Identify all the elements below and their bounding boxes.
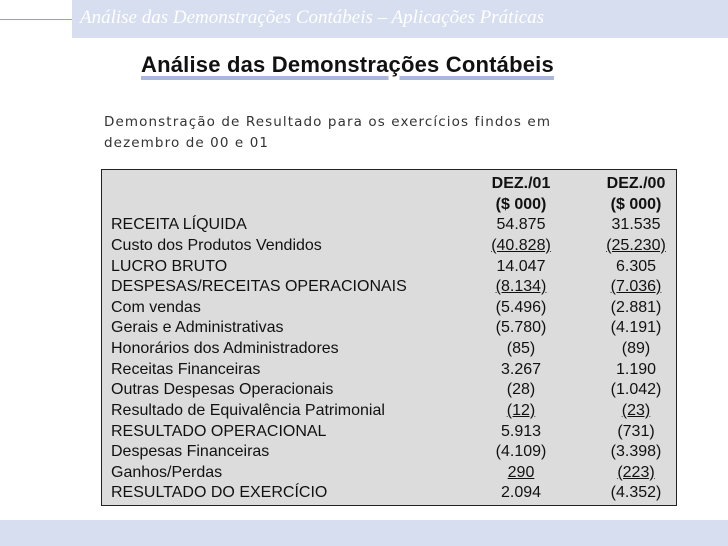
table-row <box>102 422 678 442</box>
row-value-dez01: (5.496) <box>495 299 547 316</box>
header-rule <box>0 19 72 20</box>
row-value-dez00: (731) <box>617 423 655 440</box>
table-row <box>102 236 678 256</box>
row-value-dez01: (28) <box>506 381 536 398</box>
row-value-dez01: 290 <box>507 464 535 481</box>
table-row <box>102 401 678 421</box>
row-label: RESULTADO OPERACIONAL <box>111 423 327 440</box>
row-value-dez01: 3.267 <box>500 361 542 378</box>
table-row <box>102 483 678 503</box>
row-value-dez00: (89) <box>621 340 651 357</box>
table-row <box>102 380 678 400</box>
row-value-dez01: (12) <box>506 402 536 419</box>
row-label: Custo dos Produtos Vendidos <box>111 237 322 254</box>
row-label: DESPESAS/RECEITAS OPERACIONAIS <box>111 278 407 295</box>
row-label: Honorários dos Administradores <box>111 340 339 357</box>
slide-title: Análise das Demonstrações Contábeis <box>141 52 554 77</box>
table-row <box>102 318 678 338</box>
row-value-dez00: (4.352) <box>610 484 662 501</box>
income-statement-table <box>101 169 677 506</box>
row-label: Receitas Financeiras <box>111 361 261 378</box>
row-label: RESULTADO DO EXERCÍCIO <box>111 484 328 501</box>
table-row <box>102 215 678 235</box>
row-label: Ganhos/Perdas <box>111 464 223 481</box>
table-row <box>102 463 678 483</box>
row-label: LUCRO BRUTO <box>111 258 228 275</box>
row-label: Resultado de Equivalência Patrimonial <box>111 402 385 419</box>
row-label: RECEITA LÍQUIDA <box>111 216 247 233</box>
row-value-dez01: (40.828) <box>491 237 551 254</box>
row-value-dez00: (1.042) <box>610 381 662 398</box>
table-header-units <box>102 195 678 215</box>
row-label: Gerais e Administrativas <box>111 319 284 336</box>
row-value-dez00: 1.190 <box>615 361 657 378</box>
row-value-dez00: 6.305 <box>615 258 657 275</box>
row-value-dez01: (5.780) <box>495 319 547 336</box>
row-value-dez01: 2.094 <box>500 484 542 501</box>
row-value-dez01: 5.913 <box>500 423 542 440</box>
row-value-dez00: (25.230) <box>606 237 666 254</box>
header-title: Análise das Demonstrações Contábeis – Aplicações Práticas <box>80 7 545 28</box>
row-value-dez01: 14.047 <box>496 258 546 275</box>
row-value-dez00: (2.881) <box>610 299 662 316</box>
row-value-dez00: (3.398) <box>610 443 662 460</box>
table-row <box>102 442 678 462</box>
column-unit-2: ($ 000) <box>610 196 662 213</box>
column-period-1: DEZ./01 <box>491 175 551 192</box>
table-row <box>102 277 678 297</box>
row-value-dez01: (8.134) <box>495 278 547 295</box>
table-row <box>102 257 678 277</box>
row-value-dez01: (4.109) <box>495 443 547 460</box>
row-value-dez00: 31.535 <box>611 216 661 233</box>
row-value-dez00: (7.036) <box>610 278 662 295</box>
row-value-dez00: (223) <box>617 464 655 481</box>
subtitle <box>104 112 574 154</box>
row-label: Com vendas <box>111 299 201 316</box>
column-period-2: DEZ./00 <box>606 175 666 192</box>
table-row <box>102 360 678 380</box>
column-unit-1: ($ 000) <box>495 196 547 213</box>
row-label: Despesas Financeiras <box>111 443 270 460</box>
row-label: Outras Despesas Operacionais <box>111 381 334 398</box>
row-value-dez00: (4.191) <box>610 319 662 336</box>
footer-band <box>0 520 728 546</box>
table-row <box>102 298 678 318</box>
subtitle-line-2: dezembro de 00 e 01 <box>104 135 270 151</box>
subtitle-line-1: Demonstração de Resultado para os exercícios findos em <box>104 114 552 130</box>
row-value-dez01: (85) <box>506 340 536 357</box>
table-row <box>102 339 678 359</box>
table-header-periods <box>102 174 678 194</box>
row-value-dez00: (23) <box>621 402 651 419</box>
row-value-dez01: 54.875 <box>496 216 546 233</box>
